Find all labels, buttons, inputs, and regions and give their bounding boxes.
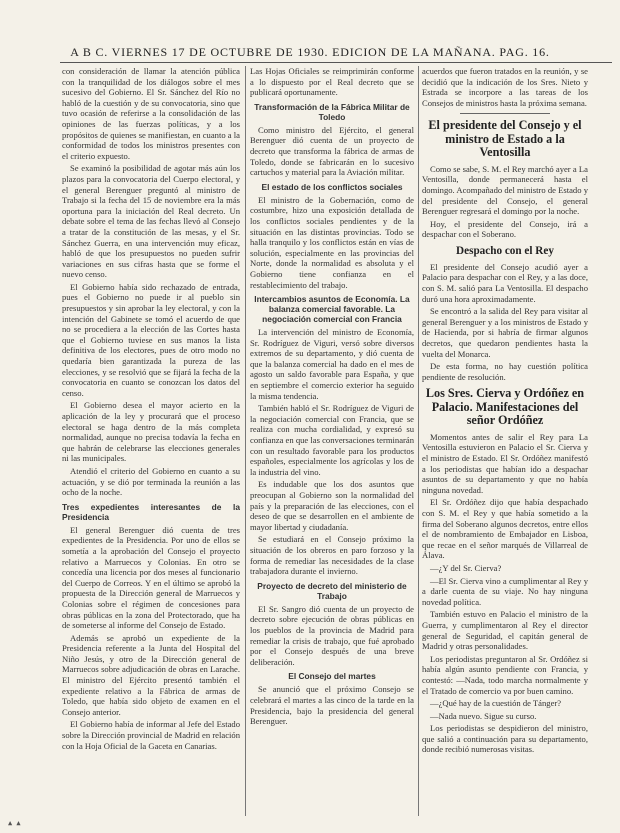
paragraph: Los periodistas se despidieron del ministro, que salió a continuación para su departamento, donde recibió numerosas visitas. (422, 723, 588, 755)
running-head: A B C. VIERNES 17 DE OCTUBRE DE 1930. EDICION DE LA MAÑANA. PAG. 16. (70, 45, 550, 59)
column-1 (62, 66, 240, 815)
paragraph: Momentos antes de salir el Rey para La Ventosilla estuvieron en Palacio el Sr. Cierva y el ministro de Estado. El Sr. Ordóñez manifestó a los periodistas que habían ido a despachar asuntos de su departamento y que no había ninguna novedad. (422, 431, 588, 495)
paragraph: La intervención del ministro de Economía, Sr. Rodríguez de Viguri, versó sobre diversos extremos de su departamento, y dió cuenta de que la balanza comercial ha dado en el mes de agosto un saldo favorable para España, y que en septiembre el comercio exterior ha seguido la misma tendencia. (250, 327, 414, 401)
paragraph: —El Sr. Cierva vino a cumplimentar al Rey y a darle cuenta de su viaje. No hay ninguna novedad política. (422, 575, 588, 607)
paragraph: Además se aprobó un expediente de la Presidencia referente a la Junta del Hospital del Niño Jesús, y otro de la Dirección general de Marruecos sobre adjudicación de obras en Larache. El ministro del Ejército presentó también el expediente relativo a la Fábrica de armas de Toledo, que había sido objeto de examen en el Consejo anterior. (62, 632, 240, 717)
paragraph: Se examinó la posibilidad de agotar más aún los plazos para la convocatoria del Cuerpo electoral, y el general Berenguer preguntó al ministro de Trabajo si la fecha del 15 de noviembre era la más oportuna para la iniciación del Real decreto. Un debate sobre el tema de las fechas llevó al Consejo a tratar de la constitución de las mesas, y el Sr. Sánchez Guerra, en una intervención muy eficaz, habló de que los presupuestos no pueden sufrir variaciones en sus cifras hasta que se forme el nuevo censo. (62, 163, 240, 280)
paragraph: Se estudiará en el Consejo próximo la situación de los obreros en paro forzoso y la forma de remediar las necesidades de la clase trabajadora durante el invierno. (250, 534, 414, 577)
paragraph: Se encontró a la salida del Rey para visitar al general Berenguer y a los ministros de Estado y de Hacienda, por si habría de firmar algunos decretos, que quedaron pendientes hasta la vuelta del Monarca. (422, 306, 588, 359)
header-rule (60, 62, 612, 63)
paragraph: —Nada nuevo. Sigue su curso. (430, 710, 537, 721)
paragraph: —¿Qué hay de la cuestión de Tánger? (430, 698, 562, 709)
paragraph: Los periodistas preguntaron al Sr. Ordóñez si había algún asunto pendiente con Francia, y contestó: —Nada, todo marcha normalmente y el Tratado de comercio va por buen camino. (422, 653, 588, 696)
paragraph: Las Hojas Oficiales se reimprimirán conforme a lo dispuesto por el Real decreto que se publicará oportunamente. (250, 66, 414, 98)
subheading: Transformación de la Fábrica Militar de Toledo (254, 101, 410, 122)
paragraph: Como ministro del Ejército, el general Berenguer dió cuenta de un proyecto de decreto que transforma la fábrica de armas de Toledo, donde se fabricarán en lo sucesivo cartuchos y material para la Aviación militar. (250, 124, 414, 178)
paragraph: Hoy, el presidente del Consejo, irá a despachar con el Soberano. (422, 218, 588, 240)
paragraph: El Gobierno había de informar al Jefe del Estado sobre la Dirección provincial de Madrid en relación con la Hoja Oficial de la Gaceta en Canarias. (62, 719, 240, 751)
paragraph: El presidente del Consejo acudió ayer a Palacio para despachar con el Rey, y a las doce, con S. M. salió para La Ventosilla. El despacho duró una hora aproximadamente. (422, 261, 588, 304)
column-divider-2 (418, 66, 419, 816)
subheading: El estado de los conflictos sociales (261, 181, 403, 192)
section-heading: El presidente del Consejo y el ministro de Estado a la Ventosilla (428, 118, 582, 160)
paragraph: También habló el Sr. Rodríguez de Viguri de la negociación comercial con Francia, que se realiza con mucha cordialidad, y expresó su confianza en que las conversaciones terminarán con un resultado favorable para los productos españoles, especialmente los agrícolas y los de la industria del vino. (250, 403, 414, 477)
paragraph: El ministro de la Gobernación, como de costumbre, hizo una exposición detallada de los conflictos sociales pendientes y de la situación en las distintas provincias. Todo se halla tranquilo y los conflictos están en vías de solución, especialmente en las provincias del Norte, donde la normalidad es absoluta y el Gobierno tiene confianza en el restablecimiento del trabajo. (250, 194, 414, 290)
column-3 (422, 66, 588, 815)
paragraph: —¿Y del Sr. Cierva? (430, 562, 502, 573)
section-heading: Los Sres. Cierva y Ordóñez en Palacio. Manifestaciones del señor Ordóñez (425, 386, 585, 428)
separator (460, 113, 550, 114)
section-heading: Despacho con el Rey (456, 245, 554, 258)
subheading: El Consejo del martes (288, 671, 376, 682)
subheading: Proyecto de decreto del ministerio de Trabajo (257, 580, 407, 601)
paragraph: Atendió el criterio del Gobierno en cuanto a su actuación, y se dió por terminada la reunión a las ocho de la noche. (62, 465, 240, 498)
paragraph: El Sr. Ordóñez dijo que había despachado con S. M. el Rey y que había sometido a la firma del Soberano algunos decretos, entre ellos el de nombramiento de Embajador en Lisboa, que recae en el señor marqués de Villarreal de Álava. (422, 497, 588, 561)
subheading: Tres expedientes interesantes de la Presidencia (62, 501, 240, 522)
paragraph: De esta forma, no hay cuestión política pendiente de resolución. (422, 361, 588, 382)
paragraph: El Gobierno había sido rechazado de entrada, pues el Gobierno no puede ir al pueblo sin presupuestos y sin aprobar la ley electoral, y con la intención del Gabinete se tomó el acuerdo de que no se procediera a la elección de las Cortes hasta que el Gobierno tuviese en sus manos la lista definitiva de los electores, pues de otro modo no quedaría bien garantizada la pureza de las elecciones, y se resolvió que se fijará la fecha de la convocatoria en cuanto se conozcan los datos del censo. (62, 281, 240, 398)
paragraph: El Gobierno desea el mayor acierto en la aplicación de la ley y procurará que el proceso electoral se haga dentro de la más completa normalidad, aunque no precisa todavía la fecha en que habrán de celebrarse las elecciones generales ni las municipales. (62, 400, 240, 464)
column-2 (250, 66, 414, 815)
paragraph: acuerdos que fueron tratados en la reunión, y se decidió que la indicación de los Sres. Nieto y Estrada se incorpore a las tareas de los Consejos de ministros hasta la próxima semana. (422, 66, 588, 108)
subheading: Intercambios asuntos de Economía. La balanza comercial favorable. La negociación comercial con Francia (254, 294, 410, 325)
paragraph: Es indudable que los dos asuntos que preocupan al Gobierno son la normalidad del país y la preparación de las elecciones, con el deseo de que se desarrollen en el ambiente de mayor libertad y ciudadanía. (250, 479, 414, 532)
margin-marks: ▲ ▲ (8, 819, 21, 827)
paragraph: Se anunció que el próximo Consejo se celebrará el martes a las cinco de la tarde en la Presidencia, bajo la presidencia del general Berenguer. (250, 684, 414, 727)
paragraph: con consideración de llamar la atención pública con la tranquilidad de los diálogos sobre el mes sucesivo del Gobierno. El Sr. Sánchez del Río no habló de la cuestión y de su convocatoria, sino que tuvo ocasión de referirse a la consolidación de las opiniones de las fuerzas políticas, y a los propósitos de quienes se manifiestan, en cuanto a la conformidad de todos los ministros presentes con el criterio expuesto. (62, 66, 240, 161)
column-divider-1 (245, 66, 246, 816)
paragraph: Como se sabe, S. M. el Rey marchó ayer a La Ventosilla, donde permanecerá hasta el domingo. Acompañado del ministro de Estado y del presidente del Consejo, el general Berenguer regresará el domingo por la noche. (422, 163, 588, 217)
paragraph: El general Berenguer dió cuenta de tres expedientes de la Presidencia. Por uno de ellos se sometía a la aprobación del Consejo el proyecto relativo a Marruecos y Colonias. En otro se concedía una licencia por dos meses al funcionario del Cuerpo de Correos. Y en el último se aprobó la propuesta de la Dirección general de Marruecos y Colonias sobre el régimen de concesiones para obras públicas en la zona del Protectorado, que ha de someterse al informe del Consejo de Estado. (62, 524, 240, 631)
paragraph: También estuvo en Palacio el ministro de la Guerra, y cumplimentaron al Rey el director general de Seguridad, el capitán general de Madrid y otras personalidades. (422, 609, 588, 652)
paragraph: El Sr. Sangro dió cuenta de un proyecto de decreto sobre ejecución de obras públicas en los pueblos de la provincia de Madrid para remediar la crisis de trabajo, que fué aprobado por el Consejo después de una breve deliberación. (250, 603, 414, 667)
